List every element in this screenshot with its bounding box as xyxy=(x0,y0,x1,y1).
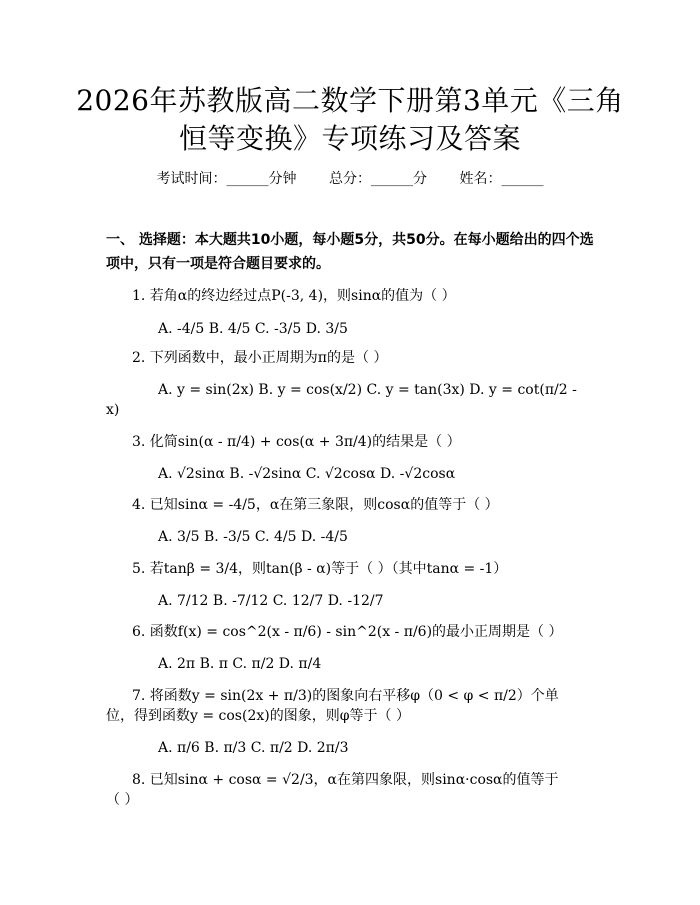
exam-time: 考试时间：______分钟 xyxy=(156,171,297,187)
document-title xyxy=(70,82,630,158)
question-8-stem-line-2: （ ） xyxy=(106,792,139,808)
question-2-options xyxy=(106,378,600,402)
question-7-stem-line-2: 位，得到函数y = cos(2x)的图象，则φ等于（ ） xyxy=(106,708,410,724)
question-6-stem: 6. 函数f(x) = cos^2(x - π/6) - sin^2(x - π/6)的最小正周期是（ ） xyxy=(132,624,563,640)
question-4-stem: 4. 已知sinα = -4/5，α在第三象限，则cosα的值等于（ ） xyxy=(132,497,499,513)
title-line-1: 2026年苏教版高二数学下册第3单元《三角 xyxy=(76,84,624,117)
exam-info xyxy=(0,168,700,188)
student-name: 姓名：______ xyxy=(459,171,544,187)
question-8-stem-line-1: 8. 已知sinα + cosα = √2/3，α在第四象限，则sinα·cosα的值等于 xyxy=(132,772,559,788)
question-4-options: A. 3/5 B. -3/5 C. 4/5 D. -4/5 xyxy=(158,529,348,545)
question-2-options-line-2: x) xyxy=(106,402,120,418)
question-3-options: A. √2sinα B. -√2sinα C. √2cosα D. -√2cosα xyxy=(158,466,456,482)
title-line-2: 恒等变换》专项练习及答案 xyxy=(178,122,521,155)
exam-total-score: 总分：______分 xyxy=(329,171,427,187)
question-6-options: A. 2π B. π C. π/2 D. π/4 xyxy=(158,656,322,672)
question-2-stem: 2. 下列函数中，最小正周期为π的是（ ） xyxy=(132,350,388,366)
question-1-stem: 1. 若角α的终边经过点P(-3, 4)，则sinα的值为（ ） xyxy=(132,288,456,304)
question-7-options: A. π/6 B. π/3 C. π/2 D. 2π/3 xyxy=(158,740,349,756)
question-7-stem-line-1: 7. 将函数y = sin(2x + π/3)的图象向右平移φ（0 < φ < π/2）个单 xyxy=(132,688,559,704)
question-2-options-line-1: A. y = sin(2x) B. y = cos(x/2) C. y = tan(3x) D. y = cot(π/2 - xyxy=(158,382,577,398)
question-5-options: A. 7/12 B. -7/12 C. 12/7 D. -12/7 xyxy=(158,593,384,609)
question-5-stem: 5. 若tanβ = 3/4，则tan(β - α)等于（ ）（其中tanα = -1） xyxy=(132,561,508,577)
question-3-stem: 3. 化简sin(α - π/4) + cos(α + 3π/4)的结果是（ ） xyxy=(132,434,461,450)
question-1-options: A. -4/5 B. 4/5 C. -3/5 D. 3/5 xyxy=(158,321,348,337)
section-heading: 一、 选择题：本大题共10小题，每小题5分，共50分。在每小题给出的四个选项中，只有一项是符合题目要求的。 xyxy=(106,232,594,272)
